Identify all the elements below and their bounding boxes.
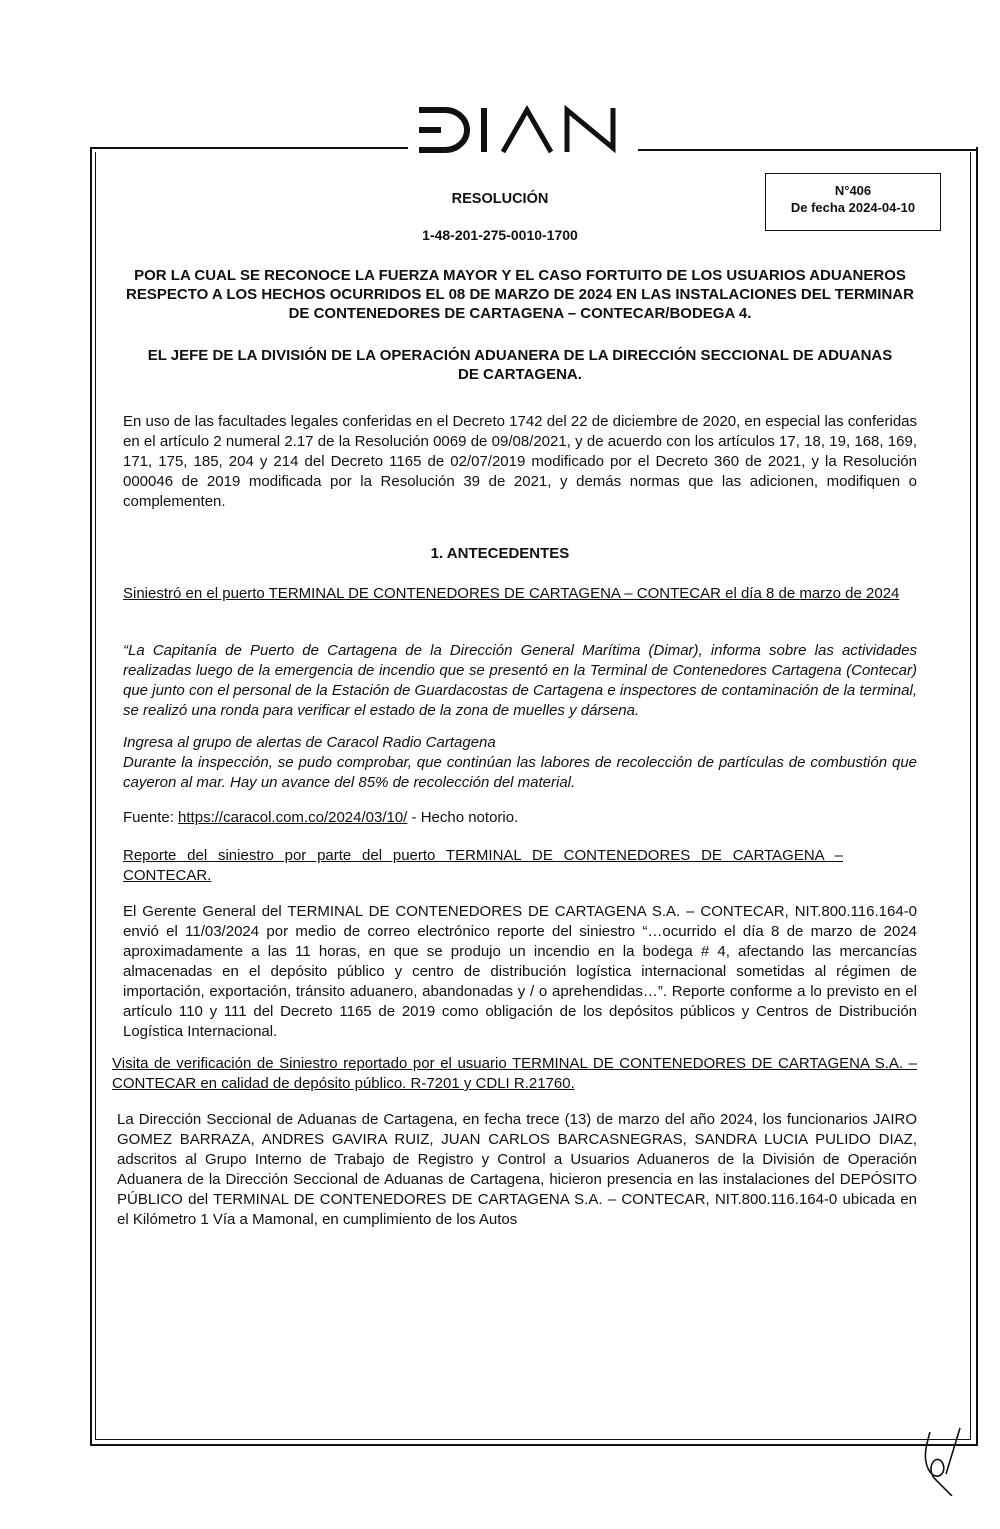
signature-mark	[912, 1426, 972, 1496]
resolution-number: N°406	[834, 183, 872, 198]
source-link[interactable]: https://caracol.com.co/2024/03/10/	[178, 809, 408, 826]
section-heading-antecedentes: 1. ANTECEDENTES	[430, 545, 570, 562]
quote-caracol-line1: Ingresa al grupo de alertas de Caracol Radio Cartagena	[123, 734, 496, 751]
source-prefix: Fuente:	[123, 809, 179, 826]
subheading-visita: Visita de verificación de Siniestro reportado por el usuario TERMINAL DE CONTENEDORES DE CARTAGENA S.A. – CONTECAR en calidad de depósito público. R-7201 y CDLI R.21760.	[112, 1055, 917, 1092]
subheading-reporte: Reporte del siniestro por parte del puerto TERMINAL DE CONTENEDORES DE CARTAGENA – CONTECAR.	[123, 847, 843, 884]
resolution-code: 1-48-201-275-0010-1700	[422, 227, 578, 243]
reporte-paragraph: El Gerente General del TERMINAL DE CONTENEDORES DE CARTAGENA S.A. – CONTECAR, NIT.800.116.164-0 envió el 11/03/2024 por medio de correo electrónico reporte del siniestro “…ocurrido el día 8 de marzo de 2024 aproximadamente a las 11 horas, en que se produjo un incendio en la bodega # 4, afectando las mercancías almacenadas en el depósito público y centro de distribución logística internacional sometidas al régimen de importación, exportación, tránsito aduanero, abandonadas y / o aprehendidas…”. Reporte conforme a lo previsto en el artículo 110 y 111 del Decreto 1165 de 2019 como obligación de los depósitos públicos y Centros de Distribución Logística Internacional.	[123, 903, 917, 1040]
resolution-number-box	[765, 173, 941, 231]
source-line	[123, 808, 917, 828]
quote-dimar: “La Capitanía de Puerto de Cartagena de la Dirección General Marítima (Dimar), informa sobre las actividades realizadas luego de la emergencia de incendio que se presentó en la Terminal de Contenedores Cartagena (Contecar) que junto con el personal de la Estación de Guardacostas de Cartagena e inspectores de contaminación de la terminal, se realizó una ronda para verificar el estado de la zona de muelles y dársena.	[123, 642, 917, 719]
source-suffix: - Hecho notorio.	[407, 809, 519, 826]
quote-caracol	[123, 733, 917, 793]
resolution-label: RESOLUCIÓN	[451, 191, 549, 207]
resolution-title: POR LA CUAL SE RECONOCE LA FUERZA MAYOR Y EL CASO FORTUITO DE LOS USUARIOS ADUANEROS RESPECTO A LOS HECHOS OCURRIDOS EL 08 DE MARZO DE 2024 EN LAS INSTALACIONES DEL TERMINAR DE CONTENEDORES DE CARTAGENA – CONTECAR/BODEGA 4.	[126, 267, 914, 322]
subheading-siniestro: Siniestró en el puerto TERMINAL DE CONTENEDORES DE CARTAGENA – CONTECAR el día 8 de marzo de 2024	[123, 585, 900, 602]
resolution-date: De fecha 2024-04-10	[790, 200, 916, 215]
quote-caracol-body: Durante la inspección, se pudo comprobar, que continúan las labores de recolección de partículas de combustión que cayeron al mar. Hay un avance del 85% de recolección del material.	[123, 754, 917, 791]
preamble-paragraph: En uso de las facultades legales conferidas en el Decreto 1742 del 22 de diciembre de 2020, en especial las conferidas en el artículo 2 numeral 2.17 de la Resolución 0069 de 09/08/2021, y de acuerdo con los artículos 17, 18, 19, 168, 169, 171, 175, 185, 204 y 214 del Decreto 1165 de 02/07/2019 modificado por el Decreto 360 de 2021, y la Resolución 000046 de 2019 modificada por la Resolución 39 de 2021, y demás normas que las adicionen, modifiquen o complementen.	[123, 413, 917, 510]
visita-paragraph: La Dirección Seccional de Aduanas de Cartagena, en fecha trece (13) de marzo del año 2024, los funcionarios JAIRO GOMEZ BARRAZA, ANDRES GAVIRA RUIZ, JUAN CARLOS BARCASNEGRAS, SANDRA LUCIA PULIDO DIAZ, adscritos al Grupo Interno de Trabajo de Registro y Control a Usuarios Aduaneros de la División de Operación Aduanera de la Dirección Seccional de Aduanas de Cartagena, hicieron presencia en las instalaciones del DEPÓSITO PÚBLICO del TERMINAL DE CONTENEDORES DE CARTAGENA S.A. – CONTECAR, NIT.800.116.164-0 ubicada en el Kilómetro 1 Vía a Mamonal, en cumplimiento de los Autos	[117, 1111, 917, 1228]
issuer-title: EL JEFE DE LA DIVISIÓN DE LA OPERACIÓN ADUANERA DE LA DIRECCIÓN SECCIONAL DE ADUANAS DE CARTAGENA.	[147, 347, 893, 383]
